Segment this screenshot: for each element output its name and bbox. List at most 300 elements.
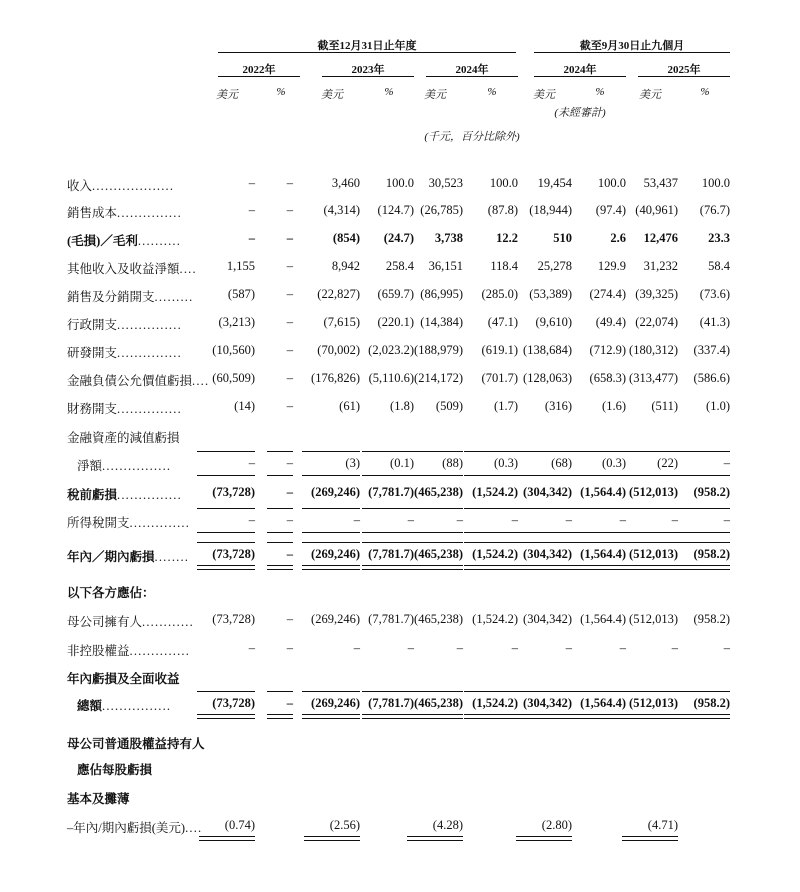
cell-bottom-rule <box>620 475 678 476</box>
table-cell: (73.6) <box>699 287 730 301</box>
table-cell: – <box>286 399 293 413</box>
table-cell: (659.7) <box>377 287 414 301</box>
table-cell: – <box>248 456 255 470</box>
table-cell: (2,023.2) <box>368 343 414 357</box>
table-cell: – <box>286 547 293 561</box>
cell-double-rule <box>302 565 360 570</box>
table-cell: (316) <box>544 399 572 413</box>
table-cell: – <box>723 456 730 470</box>
table-cell: – <box>286 315 293 329</box>
table-cell: (176,826) <box>311 371 360 385</box>
eps-double-rule <box>516 836 572 841</box>
cell-double-rule <box>678 565 730 570</box>
cell-bottom-rule <box>405 475 463 476</box>
table-cell: (2.80) <box>541 818 572 832</box>
table-cell: (958.2) <box>693 696 730 710</box>
leader-dots: ......... <box>154 290 194 304</box>
year-rule <box>638 76 730 77</box>
row-label-text: 非控股權益 <box>67 644 130 658</box>
cell-top-rule <box>197 451 255 452</box>
table-cell: (26,785) <box>420 203 463 217</box>
cell-top-rule <box>267 451 293 452</box>
row-label-text: 淨額 <box>77 459 103 473</box>
table-cell: (128,063) <box>523 371 572 385</box>
table-cell: (0.1) <box>390 456 414 470</box>
table-cell: (86,995) <box>420 287 463 301</box>
table-cell: (304,342) <box>523 485 572 499</box>
table-cell: (512,013) <box>629 696 678 710</box>
table-cell: – <box>511 513 518 527</box>
leader-dots: ............ <box>142 615 194 629</box>
table-cell: (97.4) <box>595 203 626 217</box>
cell-top-rule <box>514 451 572 452</box>
table-cell: – <box>286 456 293 470</box>
cell-top-rule <box>678 691 730 692</box>
table-cell: (337.4) <box>693 343 730 357</box>
cell-double-rule <box>572 565 626 570</box>
eps-double-rule <box>407 836 463 841</box>
cell-bottom-rule <box>405 532 463 533</box>
table-cell: (854) <box>332 231 360 245</box>
cell-top-rule <box>572 508 626 509</box>
table-cell: 1,155 <box>226 259 255 273</box>
table-cell: (24.7) <box>383 231 414 245</box>
year-header: 2025年 <box>667 64 701 76</box>
table-cell: (73,728) <box>212 612 255 626</box>
cell-top-rule <box>405 451 463 452</box>
cell-top-rule <box>405 542 463 543</box>
cell-top-rule <box>197 691 255 692</box>
table-cell: – <box>671 641 678 655</box>
table-cell: (87.8) <box>487 203 518 217</box>
table-cell: (40,961) <box>635 203 678 217</box>
table-cell: (73,728) <box>212 547 255 561</box>
cell-bottom-rule <box>302 475 360 476</box>
table-cell: (658.3) <box>589 371 626 385</box>
cell-top-rule <box>197 542 255 543</box>
period-header-nine-months: 截至9月30日止九個月 <box>579 40 685 52</box>
leader-dots: .......... <box>137 234 182 248</box>
leader-dots: ............... <box>117 318 182 332</box>
cell-top-rule <box>464 508 518 509</box>
row-label <box>67 287 193 305</box>
row-label <box>67 259 197 277</box>
table-cell: – <box>286 176 293 190</box>
cell-double-rule <box>405 714 463 719</box>
row-label <box>67 612 194 630</box>
unit-header: 美元 <box>424 89 446 101</box>
row-label-text: 以下各方應佔： <box>67 586 155 600</box>
table-cell: (88) <box>442 456 463 470</box>
cell-bottom-rule <box>572 532 626 533</box>
table-cell: (220.1) <box>377 315 414 329</box>
year-header: 2022年 <box>242 64 276 76</box>
table-cell: (7,781.7) <box>368 696 414 710</box>
table-cell: 2.6 <box>610 231 626 245</box>
table-cell: (304,342) <box>523 547 572 561</box>
table-cell: – <box>511 641 518 655</box>
row-label-text: 研發開支 <box>67 346 118 360</box>
table-cell: (958.2) <box>693 547 730 561</box>
cell-bottom-rule <box>678 475 730 476</box>
leader-dots: .... <box>179 262 197 276</box>
row-label <box>67 485 182 503</box>
table-cell: (1,564.4) <box>580 612 626 626</box>
row-label-text: (毛損)／毛利 <box>67 234 138 248</box>
cell-bottom-rule <box>197 532 255 533</box>
year-rule <box>218 76 300 77</box>
year-rule <box>534 76 626 77</box>
row-label <box>77 456 171 474</box>
cell-top-rule <box>302 691 360 692</box>
table-cell: – <box>456 641 463 655</box>
table-cell: (214,172) <box>414 371 463 385</box>
header-rule-nine-months <box>534 52 730 53</box>
row-label-text: 母公司擁有人 <box>67 615 143 629</box>
row-label <box>67 789 130 807</box>
table-cell: (465,238) <box>414 696 463 710</box>
row-label-text: 應佔每股虧損 <box>77 763 153 777</box>
year-header: 2023年 <box>351 64 385 76</box>
table-cell: (22,074) <box>635 315 678 329</box>
year-header: 2024年 <box>455 64 489 76</box>
table-cell: (7,781.7) <box>368 485 414 499</box>
table-cell: – <box>286 485 293 499</box>
table-cell: (1.7) <box>494 399 518 413</box>
table-cell: 100.0 <box>597 176 626 190</box>
table-cell: 30,523 <box>428 176 463 190</box>
table-cell: (1,564.4) <box>580 547 626 561</box>
cell-bottom-rule <box>514 475 572 476</box>
table-cell: (274.4) <box>589 287 626 301</box>
row-label-text: 銷售及分銷開支 <box>67 290 155 304</box>
table-cell: (47.1) <box>487 315 518 329</box>
cell-top-rule <box>572 542 626 543</box>
cell-double-rule <box>267 714 293 719</box>
unit-header: 美元 <box>216 89 238 101</box>
cell-double-rule <box>464 714 518 719</box>
cell-top-rule <box>302 542 360 543</box>
table-cell: 258.4 <box>385 259 414 273</box>
table-cell: – <box>286 203 293 217</box>
table-cell: (22) <box>657 456 678 470</box>
table-cell: – <box>456 513 463 527</box>
table-cell: – <box>723 513 730 527</box>
table-cell: 53,437 <box>643 176 678 190</box>
row-label <box>67 231 181 249</box>
table-cell: (14) <box>234 399 255 413</box>
cell-top-rule <box>678 542 730 543</box>
scale-note: (千元，百分比除外) <box>424 131 520 143</box>
table-cell: (958.2) <box>693 612 730 626</box>
table-cell: (304,342) <box>523 696 572 710</box>
table-cell: (509) <box>435 399 463 413</box>
cell-double-rule <box>678 714 730 719</box>
table-cell: – <box>248 513 255 527</box>
cell-bottom-rule <box>514 532 572 533</box>
cell-top-rule <box>302 451 360 452</box>
cell-double-rule <box>302 714 360 719</box>
cell-top-rule <box>514 691 572 692</box>
table-cell: (70,002) <box>317 343 360 357</box>
cell-bottom-rule <box>464 532 518 533</box>
row-label-text: –年內/期內虧損(美元) <box>67 821 186 835</box>
table-cell: (180,312) <box>629 343 678 357</box>
row-label-text: 銷售成本 <box>67 206 118 220</box>
unit-header: 美元 <box>639 89 661 101</box>
eps-double-rule <box>304 836 360 841</box>
cell-double-rule <box>514 714 572 719</box>
table-cell: (619.1) <box>481 343 518 357</box>
table-cell: (0.3) <box>494 456 518 470</box>
table-cell: 25,278 <box>537 259 572 273</box>
table-cell: (4.71) <box>647 818 678 832</box>
cell-top-rule <box>267 508 293 509</box>
table-cell: 3,738 <box>434 231 463 245</box>
row-label-text: 其他收入及收益淨額 <box>67 262 180 276</box>
cell-top-rule <box>678 508 730 509</box>
cell-top-rule <box>620 542 678 543</box>
leader-dots: ............... <box>117 346 182 360</box>
cell-top-rule <box>514 542 572 543</box>
row-label-text: 稅前虧損 <box>67 488 118 502</box>
table-cell: (269,246) <box>311 547 360 561</box>
table-cell: (586.6) <box>693 371 730 385</box>
cell-top-rule <box>197 508 255 509</box>
table-cell: (511) <box>651 399 678 413</box>
cell-double-rule <box>620 565 678 570</box>
cell-double-rule <box>267 565 293 570</box>
table-cell: (2.56) <box>329 818 360 832</box>
cell-double-rule <box>514 565 572 570</box>
table-cell: (3) <box>345 456 360 470</box>
row-label-text: 金融負債公允價值虧損 <box>67 374 193 388</box>
cell-top-rule <box>464 691 518 692</box>
table-cell: 36,151 <box>428 259 463 273</box>
row-label-text: 行政開支 <box>67 318 118 332</box>
table-cell: (138,684) <box>523 343 572 357</box>
table-cell: (465,238) <box>414 612 463 626</box>
table-cell: 100.0 <box>489 176 518 190</box>
row-label-text: 母公司普通股權益持有人 <box>67 737 205 751</box>
table-cell: – <box>619 513 626 527</box>
cell-bottom-rule <box>620 532 678 533</box>
table-cell: (22,827) <box>317 287 360 301</box>
cell-bottom-rule <box>572 475 626 476</box>
table-cell: (76.7) <box>699 203 730 217</box>
leader-dots: .............. <box>129 516 191 530</box>
leader-dots: ........ <box>154 550 190 564</box>
row-label <box>67 669 180 687</box>
table-cell: (124.7) <box>377 203 414 217</box>
table-cell: (269,246) <box>311 612 360 626</box>
row-label <box>67 343 182 361</box>
cell-top-rule <box>267 542 293 543</box>
row-label <box>67 203 182 221</box>
table-cell: 129.9 <box>597 259 626 273</box>
table-cell: – <box>248 641 255 655</box>
table-cell: (53,389) <box>529 287 572 301</box>
row-label-text: 基本及攤薄 <box>67 792 130 806</box>
row-label-text: 金融資產的減值虧損 <box>67 431 180 445</box>
table-cell: (0.3) <box>602 456 626 470</box>
unit-header: 美元 <box>321 89 343 101</box>
unit-header: % <box>487 86 497 98</box>
row-label <box>67 428 180 446</box>
leader-dots: ................... <box>92 179 175 193</box>
cell-top-rule <box>620 691 678 692</box>
leader-dots: .... <box>185 821 203 835</box>
table-cell: (61) <box>339 399 360 413</box>
table-cell: (73,728) <box>212 485 255 499</box>
table-cell: – <box>723 641 730 655</box>
table-cell: (313,477) <box>629 371 678 385</box>
table-cell: – <box>407 513 414 527</box>
table-cell: 510 <box>553 231 572 245</box>
table-cell: 100.0 <box>385 176 414 190</box>
cell-top-rule <box>405 508 463 509</box>
table-cell: (269,246) <box>311 485 360 499</box>
table-cell: (285.0) <box>481 287 518 301</box>
table-cell: (0.74) <box>224 818 255 832</box>
table-cell: 31,232 <box>643 259 678 273</box>
table-cell: – <box>671 513 678 527</box>
table-cell: – <box>248 176 255 190</box>
leader-dots: ............... <box>117 402 182 416</box>
year-rule <box>322 76 414 77</box>
cell-top-rule <box>464 542 518 543</box>
eps-double-rule <box>199 836 255 841</box>
row-label <box>67 399 182 417</box>
cell-top-rule <box>620 451 678 452</box>
table-cell: (1,524.2) <box>472 612 518 626</box>
cell-bottom-rule <box>464 475 518 476</box>
table-cell: – <box>353 641 360 655</box>
table-cell: 19,454 <box>537 176 572 190</box>
cell-bottom-rule <box>197 475 255 476</box>
table-cell: (9,610) <box>535 315 572 329</box>
row-label <box>67 641 190 659</box>
row-label-text: 所得稅開支 <box>67 516 130 530</box>
row-label <box>67 176 174 194</box>
table-cell: – <box>286 612 293 626</box>
cell-double-rule <box>405 565 463 570</box>
table-cell: (7,781.7) <box>368 547 414 561</box>
cell-double-rule <box>572 714 626 719</box>
table-cell: (68) <box>551 456 572 470</box>
unit-header: % <box>384 86 394 98</box>
row-label-text: 年內虧損及全面收益 <box>67 672 180 686</box>
table-cell: (701.7) <box>481 371 518 385</box>
row-label-text: 總額 <box>77 699 103 713</box>
table-cell: (304,342) <box>523 612 572 626</box>
table-cell: (587) <box>227 287 255 301</box>
table-cell: (1.6) <box>602 399 626 413</box>
row-label-text: 年內／期內虧損 <box>67 550 155 564</box>
table-cell: (465,238) <box>414 485 463 499</box>
cell-top-rule <box>572 451 626 452</box>
unit-header: % <box>700 86 710 98</box>
table-cell: (14,384) <box>420 315 463 329</box>
table-cell: – <box>286 513 293 527</box>
table-cell: – <box>286 343 293 357</box>
row-label <box>77 696 171 714</box>
row-label <box>67 315 182 333</box>
cell-top-rule <box>267 691 293 692</box>
year-rule <box>426 76 518 77</box>
row-label <box>67 371 209 389</box>
table-cell: 100.0 <box>701 176 730 190</box>
table-cell: (4,314) <box>323 203 360 217</box>
table-cell: – <box>619 641 626 655</box>
row-label <box>67 547 189 565</box>
table-cell: 118.4 <box>490 259 518 273</box>
table-cell: – <box>286 231 293 245</box>
leader-dots: .... <box>192 374 210 388</box>
table-cell: 12.2 <box>496 231 518 245</box>
cell-top-rule <box>572 691 626 692</box>
cell-top-rule <box>302 508 360 509</box>
row-label <box>67 734 205 752</box>
leader-dots: ................ <box>102 699 172 713</box>
table-cell: – <box>407 641 414 655</box>
table-cell: (7,781.7) <box>368 612 414 626</box>
cell-top-rule <box>514 508 572 509</box>
table-cell: (512,013) <box>629 485 678 499</box>
table-cell: (5,110.6) <box>368 371 414 385</box>
year-header: 2024年 <box>563 64 597 76</box>
leader-dots: ................ <box>102 459 172 473</box>
table-cell: 23.3 <box>708 231 730 245</box>
cell-double-rule <box>197 714 255 719</box>
table-cell: (1,524.2) <box>472 485 518 499</box>
table-cell: (712.9) <box>589 343 626 357</box>
table-cell: (3,213) <box>218 315 255 329</box>
header-rule-annual <box>218 52 516 53</box>
cell-double-rule <box>197 565 255 570</box>
cell-bottom-rule <box>678 532 730 533</box>
cell-bottom-rule <box>267 475 293 476</box>
cell-top-rule <box>405 691 463 692</box>
cell-bottom-rule <box>267 532 293 533</box>
table-cell: (4.28) <box>432 818 463 832</box>
table-cell: 3,460 <box>331 176 360 190</box>
table-cell: (49.4) <box>595 315 626 329</box>
leader-dots: .............. <box>129 644 191 658</box>
table-cell: (1,524.2) <box>472 696 518 710</box>
row-label-text: 收入 <box>67 179 93 193</box>
period-header-annual: 截至12月31日止年度 <box>317 40 417 52</box>
table-cell: 12,476 <box>643 231 678 245</box>
cell-double-rule <box>464 565 518 570</box>
row-label-text: 財務開支 <box>67 402 118 416</box>
table-cell: (10,560) <box>212 343 255 357</box>
table-cell: (1,524.2) <box>472 547 518 561</box>
cell-top-rule <box>678 451 730 452</box>
unit-header: % <box>276 86 286 98</box>
eps-double-rule <box>622 836 678 841</box>
table-cell: (512,013) <box>629 612 678 626</box>
row-label <box>67 818 202 836</box>
table-cell: (958.2) <box>693 485 730 499</box>
table-cell: – <box>286 641 293 655</box>
table-cell: (18,944) <box>529 203 572 217</box>
table-cell: (1,564.4) <box>580 696 626 710</box>
row-label <box>67 513 190 531</box>
table-cell: (41.3) <box>699 315 730 329</box>
table-cell: – <box>286 696 293 710</box>
row-label <box>67 583 155 601</box>
